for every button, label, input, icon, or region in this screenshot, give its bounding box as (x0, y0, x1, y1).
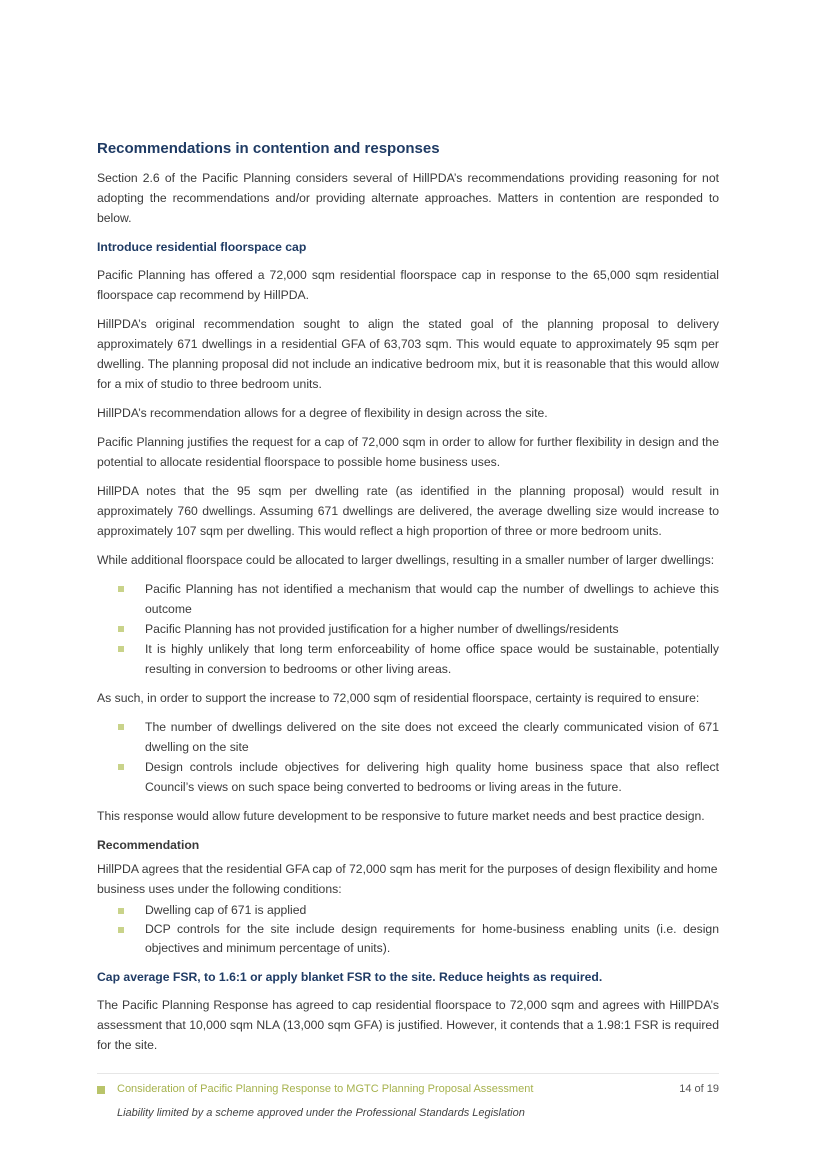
square-bullet-icon (118, 586, 124, 592)
paragraph: This response would allow future development to be responsive to future market needs and best practice design. (97, 809, 705, 823)
footer-square-icon (97, 1086, 105, 1094)
bullet-list (97, 579, 719, 679)
list-item: It is highly unlikely that long term enforceability of home office space would be sustainable, potentially resulting in conversion to bedrooms or other living areas. (97, 639, 719, 679)
square-bullet-icon (118, 908, 124, 914)
list-item: DCP controls for the site include design requirements for home-business enabling units (i.e. design objectives and minimum percentage of units). (97, 920, 719, 958)
bullet-list (97, 717, 719, 797)
square-bullet-icon (118, 724, 124, 730)
bullet-list (97, 901, 719, 958)
square-bullet-icon (118, 646, 124, 652)
page-number: 14 of 19 (679, 1083, 719, 1095)
list-item: The number of dwellings delivered on the site does not exceed the clearly communicated vision of 671 dwelling on the site (97, 717, 719, 757)
list-item: Design controls include objectives for delivering high quality home business space that also reflect Council’s views on such space being converted to bedrooms or living areas in the future. (97, 757, 719, 797)
square-bullet-icon (118, 764, 124, 770)
paragraph: HillPDA’s recommendation allows for a degree of flexibility in design across the site. (97, 406, 548, 420)
intro-paragraph: Section 2.6 of the Pacific Planning considers several of HillPDA’s recommendations providing reasoning for not adopting the recommendations and/or providing alternate approaches. Matters in contention are responded to below. (97, 171, 719, 225)
paragraph: Pacific Planning justifies the request for a cap of 72,000 sqm in order to allow for further flexibility in design and the potential to allocate residential floorspace to possible home business uses. (97, 435, 719, 469)
list-item: Dwelling cap of 671 is applied (97, 901, 719, 920)
liability-notice: Liability limited by a scheme approved under the Professional Standards Legislation (117, 1107, 525, 1119)
list-item: Pacific Planning has not provided justification for a higher number of dwellings/residents (97, 619, 719, 639)
page-heading: Recommendations in contention and responses (97, 140, 440, 157)
paragraph: Pacific Planning has offered a 72,000 sqm residential floorspace cap in response to the 65,000 sqm residential floorspace cap recommend by HillPDA. (97, 268, 719, 302)
footer-divider (97, 1073, 719, 1074)
section-title-floorspace-cap: Introduce residential floorspace cap (97, 240, 307, 254)
square-bullet-icon (118, 626, 124, 632)
paragraph: While additional floorspace could be allocated to larger dwellings, resulting in a smaller number of larger dwellings: (97, 553, 715, 567)
paragraph: The Pacific Planning Response has agreed to cap residential floorspace to 72,000 sqm and agrees with HillPDA’s assessment that 10,000 sqm NLA (13,000 sqm GFA) is justified. However, it contends that a 1.98:1 FSR is required for the site. (97, 998, 719, 1052)
paragraph: HillPDA notes that the 95 sqm per dwelling rate (as identified in the planning proposal) would result in approximately 760 dwellings. Assuming 671 dwellings are delivered, the average dwelling size would increase to approximately 107 sqm per dwelling. This would reflect a high proportion of three or more bedroom units. (97, 484, 719, 538)
paragraph: As such, in order to support the increase to 72,000 sqm of residential floorspace, certainty is required to ensure: (97, 691, 700, 705)
square-bullet-icon (118, 927, 124, 933)
paragraph: HillPDA’s original recommendation sought to align the stated goal of the planning proposal to delivery approximately 671 dwellings in a residential GFA of 63,703 sqm. This would equate to approximately 95 sqm per dwelling. The planning proposal did not include an indicative bedroom mix, but it is reasonable that this would allow for a mix of studio to three bedroom units. (97, 317, 719, 391)
list-item: Pacific Planning has not identified a mechanism that would cap the number of dwellings to achieve this outcome (97, 579, 719, 619)
footer-document-title: Consideration of Pacific Planning Response to MGTC Planning Proposal Assessment (117, 1083, 534, 1095)
recommendation-text: HillPDA agrees that the residential GFA cap of 72,000 sqm has merit for the purposes of design flexibility and home business uses under the following conditions: (97, 862, 718, 896)
section-title-fsr-cap: Cap average FSR, to 1.6:1 or apply blanket FSR to the site. Reduce heights as required. (97, 970, 603, 984)
recommendation-title: Recommendation (97, 838, 200, 852)
document-body (97, 168, 719, 1064)
